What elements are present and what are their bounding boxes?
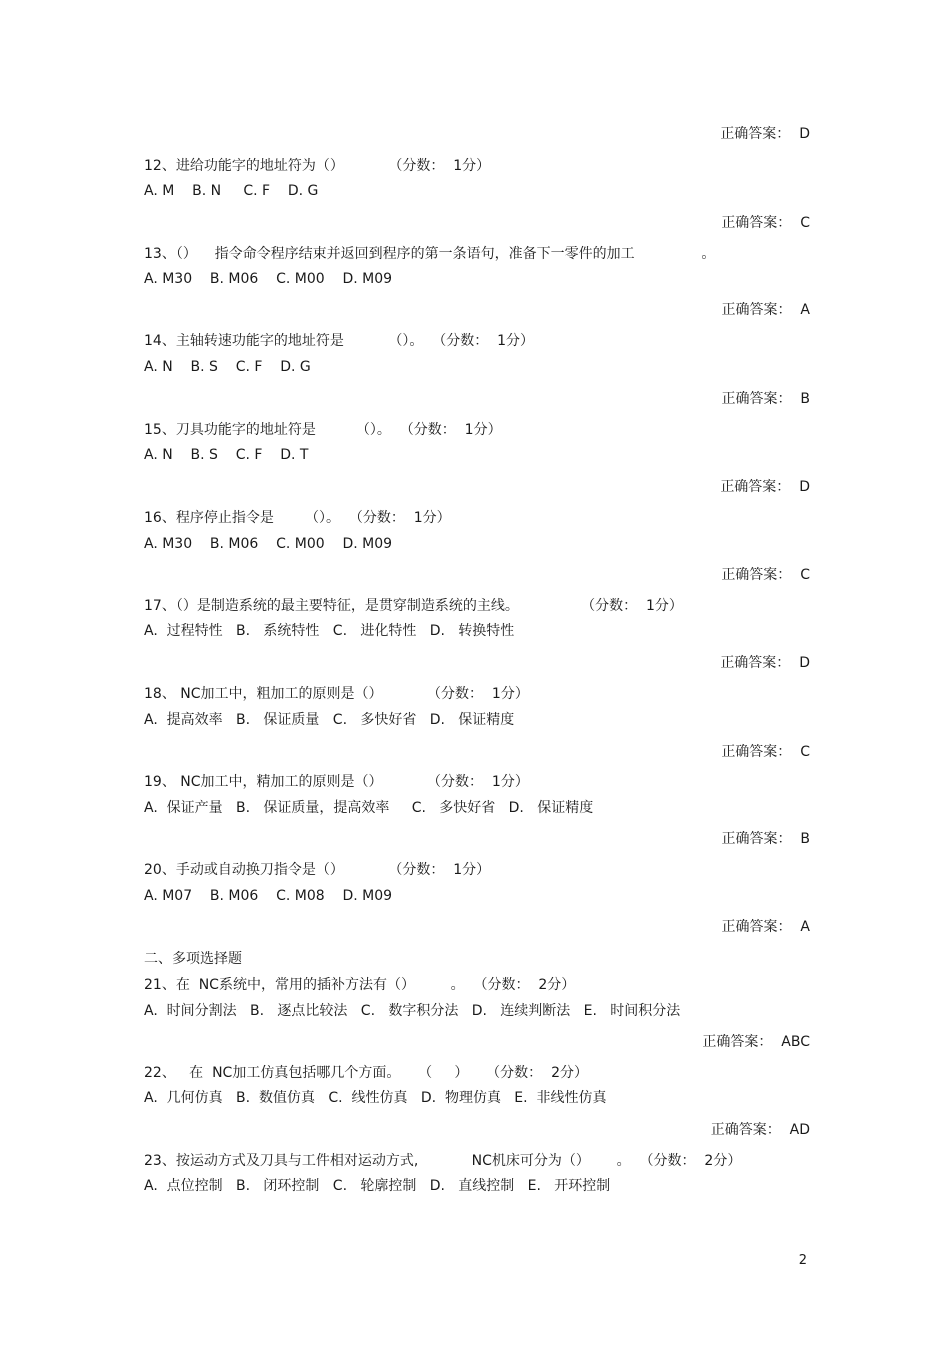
question-14: 14、主轴转速功能字的地址符是 （）。 （分数： 1分） <box>144 333 535 349</box>
section-heading: 二、多项选择题 <box>144 951 242 967</box>
question-17: 17、（）是制造系统的最主要特征，是贯穿制造系统的主线。 （分数： 1分） <box>144 598 683 614</box>
answer-line: 正确答案： D <box>720 655 810 671</box>
options-22: A. 几何仿真 B. 数值仿真 C. 线性仿真 D. 物理仿真 E. 非线性仿真 <box>144 1090 607 1106</box>
answer-line: 正确答案： B <box>721 831 810 847</box>
question-22: 22、 在 NC加工仿真包括哪几个方面。 （ ） （分数： 2分） <box>144 1065 588 1081</box>
options-12: A. M B. N C. F D. G <box>144 183 319 199</box>
options-14: A. N B. S C. F D. G <box>144 359 311 375</box>
question-16: 16、程序停止指令是 （）。 （分数： 1分） <box>144 510 451 526</box>
answer-line: 正确答案： C <box>721 567 810 583</box>
question-12: 12、进给功能字的地址符为（） （分数： 1分） <box>144 158 491 174</box>
question-20: 20、手动或自动换刀指令是（） （分数： 1分） <box>144 862 491 878</box>
options-18: A. 提高效率 B. 保证质量 C. 多快好省 D. 保证精度 <box>144 712 515 728</box>
options-20: A. M07 B. M06 C. M08 D. M09 <box>144 888 393 904</box>
question-23: 23、按运动方式及刀具与工件相对运动方式, NC机床可分为（） 。 （分数： 2分） <box>144 1153 742 1169</box>
options-23: A. 点位控制 B. 闭环控制 C. 轮廓控制 D. 直线控制 E. 开环控制 <box>144 1178 611 1194</box>
answer-line: 正确答案： C <box>721 744 810 760</box>
answer-line: 正确答案： D <box>720 126 810 142</box>
answer-line: 正确答案： ABC <box>702 1034 810 1050</box>
options-16: A. M30 B. M06 C. M00 D. M09 <box>144 536 393 552</box>
options-13: A. M30 B. M06 C. M00 D. M09 <box>144 271 393 287</box>
question-21: 21、在 NC系统中，常用的插补方法有（） 。 （分数： 2分） <box>144 977 576 993</box>
page-number: 2 <box>798 1253 807 1268</box>
options-15: A. N B. S C. F D. T <box>144 447 309 463</box>
options-21: A. 时间分割法 B. 逐点比较法 C. 数字积分法 D. 连续判断法 E. 时间积分法 <box>144 1003 681 1019</box>
answer-line: 正确答案： C <box>721 215 810 231</box>
answer-line: 正确答案： B <box>721 391 810 407</box>
question-19: 19、 NC加工中，精加工的原则是（） （分数： 1分） <box>144 774 529 790</box>
options-17: A. 过程特性 B. 系统特性 C. 进化特性 D. 转换特性 <box>144 623 515 639</box>
question-15: 15、刀具功能字的地址符是 （）。 （分数： 1分） <box>144 422 502 438</box>
question-18: 18、 NC加工中，粗加工的原则是（） （分数： 1分） <box>144 686 529 702</box>
answer-line: 正确答案： AD <box>710 1122 810 1138</box>
answer-line: 正确答案： A <box>721 919 810 935</box>
question-13: 13、（） 指令命令程序结束并返回到程序的第一条语句，准备下一零件的加工 。 <box>144 246 716 262</box>
answer-line: 正确答案： D <box>720 479 810 495</box>
options-19: A. 保证产量 B. 保证质量，提高效率 C. 多快好省 D. 保证精度 <box>144 800 594 816</box>
answer-line: 正确答案： A <box>721 302 810 318</box>
